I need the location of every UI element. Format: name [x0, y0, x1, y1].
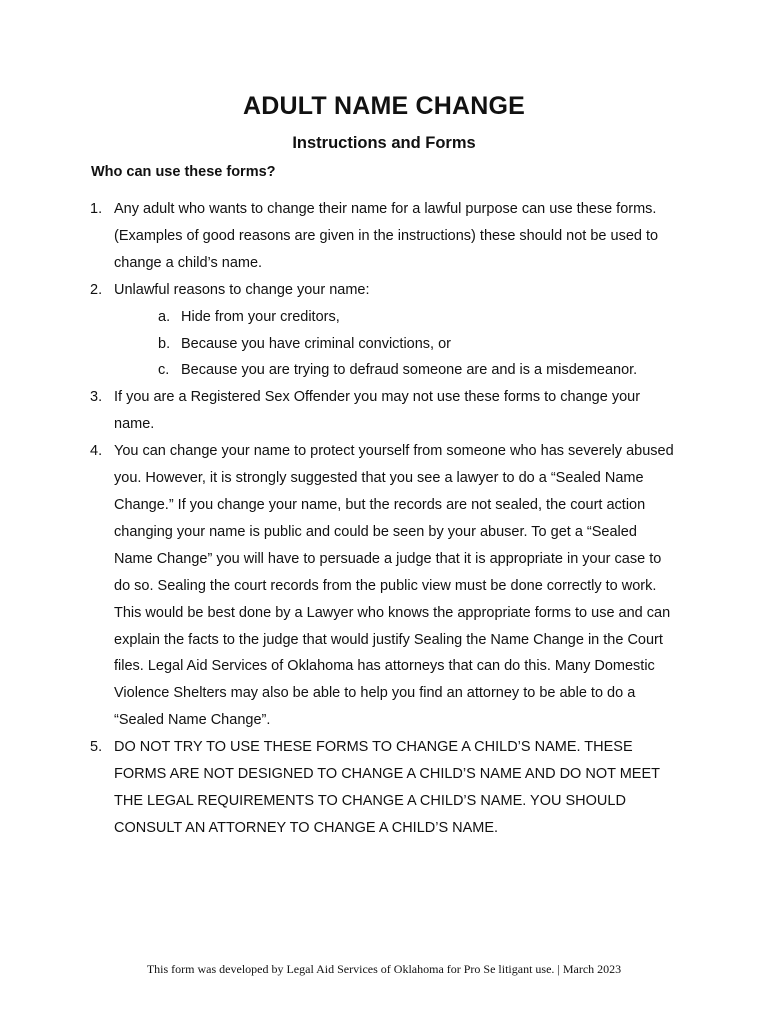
list-item-number: 4.: [90, 443, 103, 460]
list-item-5: [0, 734, 768, 842]
instructions-list: [0, 196, 768, 842]
list-item-text: Any adult who wants to change their name for a lawful purpose can use these forms. (Examples of good reasons are given in the instructions) these should not be used to change a child’s name.: [114, 201, 659, 271]
list-item-text: You can change your name to protect yourself from someone who has severely abused you. However, it is strongly suggested that you see a lawyer to do a “Sealed Name Change.” If you change your name, but the records are not sealed, the court action changing your name is public and could be seen by your abuser. To get a “Sealed Name Change” you will have to persuade a judge that it is appropriate in your case to do so. Sealing the court records from the public view must be done correctly to work. This would be best done by a Lawyer who knows the appropriate forms to use and can explain the facts to the judge that would justify Sealing the Name Change in the Court files. Legal Aid Services of Oklahoma has attorneys that can do this. Many Domestic Violence Shelters may also be able to help you find an attorney to be able to do a “Sealed Name Change”.: [114, 443, 674, 729]
list-item-4: [0, 438, 768, 734]
list-item-text: DO NOT TRY TO USE THESE FORMS TO CHANGE A CHILD’S NAME. THESE FORMS ARE NOT DESIGNED TO CHANGE A CHILD’S NAME AND DO NOT MEET THE LEGAL REQUIREMENTS TO CHANGE A CHILD’S NAME. YOU SHOULD CONSULT AN ATTORNEY TO CHANGE A CHILD’S NAME.: [114, 739, 660, 836]
sub-item-text: Because you have criminal convictions, or: [181, 335, 451, 352]
list-item-number: 5.: [90, 739, 103, 756]
list-item-number: 2.: [90, 281, 103, 298]
page-title: ADULT NAME CHANGE: [242, 92, 526, 120]
list-item-text: If you are a Registered Sex Offender you may not use these forms to change your name.: [114, 389, 641, 433]
sub-item-letter: b.: [158, 335, 171, 352]
list-item-1: [0, 196, 768, 277]
sub-item-a: [114, 304, 678, 331]
list-item-number: 3.: [90, 389, 103, 406]
sub-item-letter: a.: [158, 308, 171, 325]
section-heading: Who can use these forms?: [91, 164, 276, 180]
list-item-2: [0, 277, 768, 385]
list-item-text: Unlawful reasons to change your name:: [114, 281, 370, 298]
list-item-3: [0, 384, 768, 438]
list-item-number: 1.: [90, 201, 103, 217]
sub-item-b: [114, 331, 678, 358]
sub-item-text: Hide from your creditors,: [181, 308, 340, 325]
sub-item-letter: c.: [158, 362, 170, 379]
sub-item-text: Because you are trying to defraud someone are and is a misdemeanor.: [181, 362, 638, 379]
footer-note: This form was developed by Legal Aid Services of Oklahoma for Pro Se litigant use. | March 2023: [146, 962, 622, 976]
unlawful-reasons-list: [114, 304, 678, 385]
sub-item-c: [114, 357, 678, 384]
page-subtitle: Instructions and Forms: [292, 134, 476, 152]
